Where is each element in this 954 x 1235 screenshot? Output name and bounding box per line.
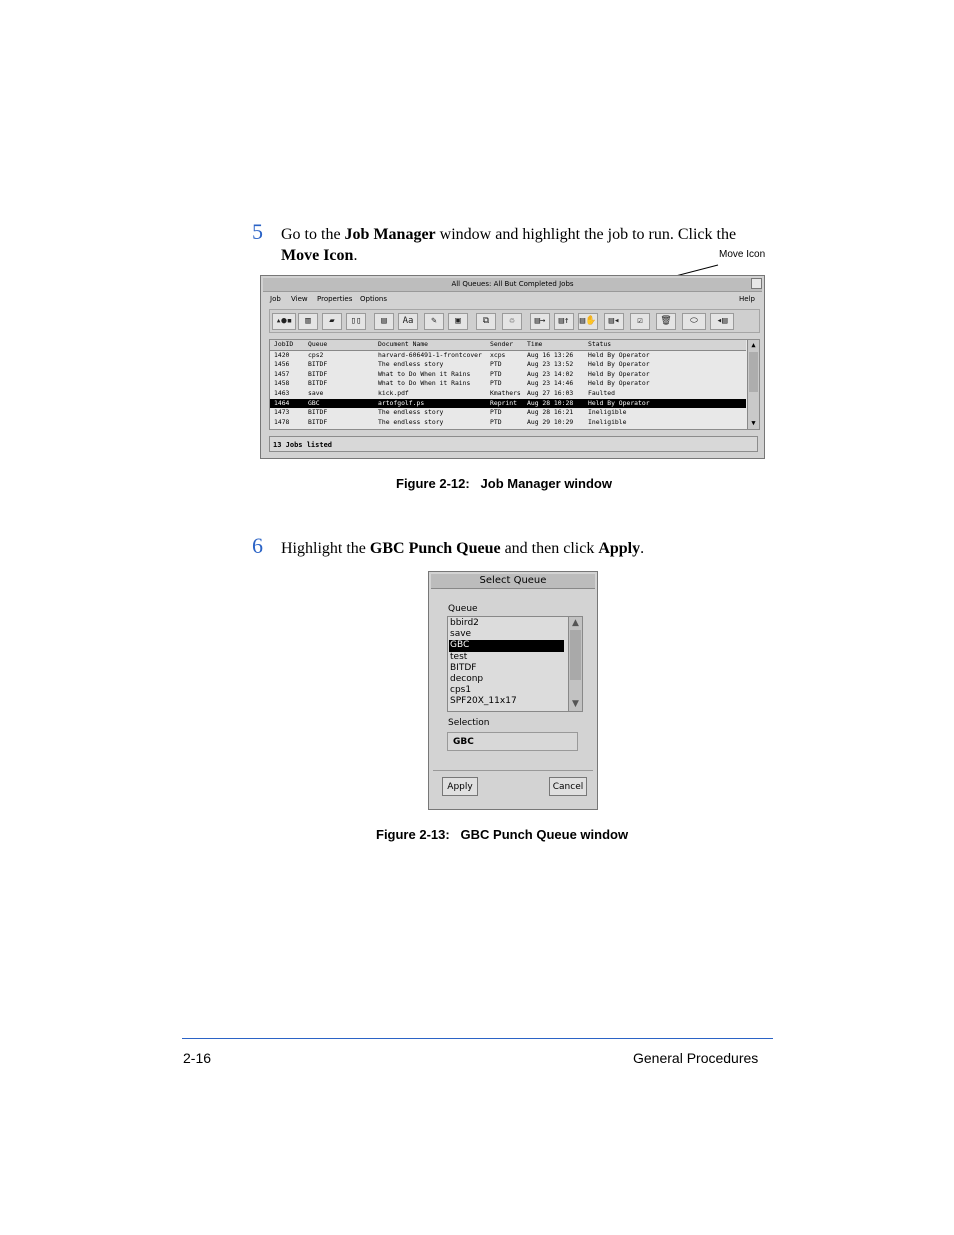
table-cell: BITDF [308,408,328,417]
figure-2-13-caption: Figure 2-13: GBC Punch Queue window [376,827,629,842]
table-cell: What to Do When it Rains [378,369,471,378]
column-header[interactable]: Time [527,340,543,348]
hold-icon[interactable]: ▤✋ [578,313,598,330]
table-cell: Aug 28 16:21 [527,408,574,417]
menu-options[interactable]: Options [360,295,388,303]
table-cell: cps2 [308,350,324,359]
queue-list[interactable] [447,616,583,712]
table-cell: The endless story [378,360,444,369]
step-6-text: Highlight the GBC Punch Queue and then click Apply. [281,540,645,557]
table-cell: Held By Operator [588,360,650,369]
eraser-icon[interactable]: ▰ [322,313,342,330]
table-cell: PTD [490,408,502,417]
table-cell: BITDF [308,369,328,378]
job-manager-title-bar [263,278,762,292]
toolbar [269,309,760,333]
move-icon[interactable]: ▤→ [530,313,550,330]
queue-scrollbar[interactable] [568,617,582,711]
selection-label: Selection [448,718,490,728]
window-title: All Queues: All But Completed Jobs [451,280,574,288]
book-icon[interactable]: ▯▯ [346,313,366,330]
table-cell: 1464 [274,398,290,407]
menu-bar [263,293,762,305]
table-cell: PTD [490,369,502,378]
scroll-thumb[interactable] [749,352,758,392]
queue-label: Queue [448,604,478,614]
table-cell: Aug 29 10:29 [527,417,574,426]
table-cell: The endless story [378,408,444,417]
scroll-down-icon[interactable]: ▼ [751,419,756,427]
table-cell: BITDF [308,360,328,369]
table-cell: Held By Operator [588,350,650,359]
footer-rule [182,1038,773,1039]
menu-job[interactable]: Job [270,295,281,303]
column-header[interactable]: Status [588,340,612,348]
printer-icon[interactable]: ⬭ [682,313,706,330]
table-cell: PTD [490,379,502,388]
preview-icon[interactable]: ▣ [448,313,468,330]
list-item[interactable]: bbird2 [450,618,479,628]
menu-view[interactable]: View [291,295,308,303]
release-icon[interactable]: ▤◂ [604,313,624,330]
list-item[interactable]: save [450,629,472,640]
table-row[interactable] [270,351,746,361]
table-cell: xcps [490,350,506,359]
table-cell: 1473 [274,408,290,417]
step-number-6: 6 [252,533,263,558]
table-cell: Aug 27 16:03 [527,389,574,397]
column-header[interactable]: Queue [308,340,328,348]
list-item[interactable]: deconp [450,674,484,684]
column-header[interactable]: Document Name [378,340,429,348]
move-up-icon[interactable]: ▤↑ [554,313,574,330]
apply-button[interactable]: Apply [442,777,478,796]
table-cell: 1458 [274,379,290,388]
table-cell: 1456 [274,360,290,369]
dialog-title: Select Queue [431,574,595,589]
table-row[interactable] [270,379,746,389]
table-cell: What to Do When it Rains [378,379,471,388]
cancel-button[interactable]: Cancel [549,777,587,796]
table-cell: Aug 28 10:28 [527,398,574,407]
job-table [269,339,760,430]
table-row[interactable] [270,408,746,418]
scroll-thumb[interactable] [570,630,581,680]
check-icon[interactable]: ☑ [630,313,650,330]
table-cell: 1457 [274,369,290,378]
table-row[interactable] [270,418,746,428]
table-cell: Aug 23 13:52 [527,360,574,369]
table-cell: 1463 [274,389,290,397]
copy-icon[interactable]: ⧉ [476,313,496,330]
scroll-up-icon[interactable]: ▲ [572,618,579,628]
table-row[interactable] [270,389,746,399]
list-item[interactable]: cps1 [450,685,472,696]
step-5-text: Go to the Job Manager window and highlight the job to run. Click the Move Icon. [281,226,737,264]
font-icon[interactable]: Aa [398,313,418,330]
table-cell: Held By Operator [588,379,650,388]
table-cell: Aug 23 14:46 [527,379,574,388]
table-cell: Aug 23 14:02 [527,369,574,378]
menu-help[interactable]: Help [739,295,755,303]
list-item[interactable]: SPF20X_11x17 [450,696,517,707]
table-cell: BITDF [308,417,328,426]
bar-chart-icon[interactable]: ▥ [298,313,318,330]
close-icon[interactable] [751,278,762,289]
column-header[interactable]: JobID [274,340,294,348]
output-icon[interactable]: ◂▤ [710,313,734,330]
table-scrollbar[interactable] [747,340,759,429]
table-cell: Held By Operator [588,398,650,407]
table-cell: artofgolf.ps [378,398,425,407]
table-header [270,340,746,351]
list-item[interactable]: GBC [449,640,564,651]
table-cell: Aug 16 13:26 [527,350,574,359]
table-cell: kick.pdf [378,389,409,397]
document-icon[interactable]: ▤ [374,313,394,330]
figure-2-12-caption: Figure 2-12: Job Manager window [396,476,612,491]
scroll-up-icon[interactable]: ▲ [751,341,756,349]
select-queue-dialog [428,571,598,810]
divider [433,770,593,771]
delete-icon[interactable]: 🗑 [656,313,676,330]
table-cell: PTD [490,417,502,426]
table-cell: 1420 [274,350,290,359]
column-header[interactable]: Sender [490,340,514,348]
table-cell: Kmathers [490,389,521,397]
table-cell: Ineligible [588,417,627,426]
table-cell: PTD [490,360,502,369]
scroll-down-icon[interactable]: ▼ [572,699,579,709]
section-title: General Procedures [633,1050,759,1066]
selection-field[interactable]: GBC [447,732,578,751]
tree-icon[interactable]: ▴●▪ [272,313,296,330]
edit-icon[interactable]: ✎ [424,313,444,330]
list-item[interactable]: BITDF [450,662,477,673]
table-cell: Held By Operator [588,369,650,378]
table-cell: GBC [308,398,320,407]
table-cell: The endless story [378,417,444,426]
table-cell: Ineligible [588,408,627,417]
page-number: 2-16 [183,1050,212,1066]
status-bar: 13 Jobs listed [269,436,758,452]
table-cell: Faulted [588,389,615,397]
list-item[interactable]: test [450,651,468,662]
table-row[interactable] [270,399,746,409]
table-cell: 1478 [274,417,290,426]
table-cell: Reprint [490,398,517,407]
job-manager-window [260,275,765,459]
table-row[interactable] [270,360,746,370]
table-cell: harvard-606491-1-frontcover [378,350,482,359]
table-cell: save [308,389,324,397]
table-row[interactable] [270,370,746,380]
step-number-5: 5 [252,219,263,244]
menu-properties[interactable]: Properties [317,295,353,303]
table-cell: BITDF [308,379,328,388]
move-icon-callout: Move Icon [719,249,766,260]
split-icon[interactable]: ♲ [502,313,522,330]
